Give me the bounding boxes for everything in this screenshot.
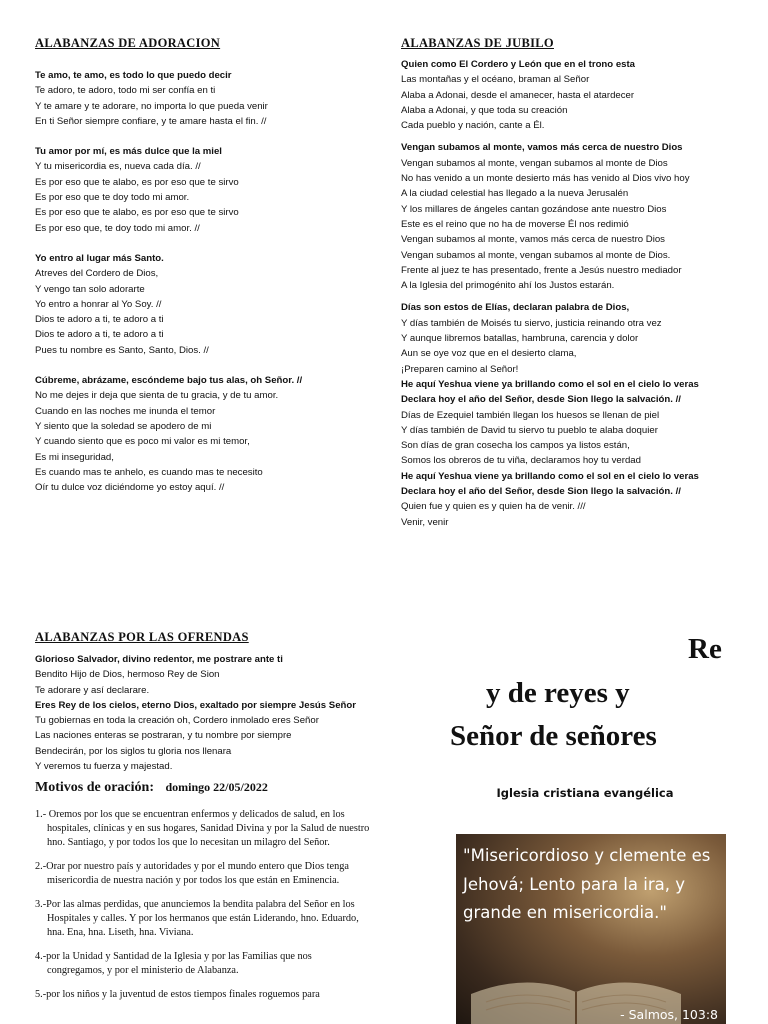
lyric-line: Y cuando siento que es poco mi valor es mi temor, — [35, 436, 250, 448]
lyric-line: Vengan subamos al monte, vengan subamos al monte de Dios. — [401, 249, 671, 261]
lyric-line: Y vengo tan solo adorarte — [35, 283, 145, 295]
lyric-line: Cúbreme, abrázame, escóndeme bajo tus alas, oh Señor. // — [35, 375, 303, 387]
lyric-line: Este es el reino que no ha de moverse Él nos redimió — [401, 218, 629, 230]
prayer-item: 4.-por la Unidad y Santidad de la Iglesia y por las Familias que nos congregamos, y por el ministerio de Alabanza. — [35, 951, 312, 976]
prayer-item: 2.-Orar por nuestro país y autoridades y por el mundo entero que Dios tenga misericordia de nuestra nación y por todos los que están en Eminencia. — [35, 861, 349, 886]
bible-quote: "Misericordioso y clemente es Jehová; Lento para la ira, y grande en misericordia." — [463, 846, 711, 922]
lyric-line: A la ciudad celestial has llegado a la nueva Jerusalén — [401, 188, 629, 200]
lyric-line: Tu amor por mí, es más dulce que la miel — [35, 146, 222, 158]
motivos-title-row — [35, 780, 370, 796]
lyric-line: Declara hoy el año del Señor, desde Sion llego la salvación. // — [401, 394, 681, 406]
lyric-line: Y días también de Moisés tu siervo, justicia reinando otra vez — [401, 317, 662, 329]
lyric-line: Dios te adoro a ti, te adoro a ti — [35, 314, 164, 326]
lyric-line: Y siento que la soledad se apodero de mi — [35, 420, 212, 432]
church-name: Iglesia cristiana evangélica — [496, 786, 674, 800]
lyric-line: Es por eso que te doy todo mi amor. — [35, 192, 190, 204]
motivos-title: Motivos de oración: — [35, 780, 154, 796]
cover-title-line-2: y de reyes y — [486, 677, 630, 709]
lyric-line: Es cuando mas te anhelo, es cuando mas te necesito — [35, 466, 263, 478]
lyric-line: Eres Rey de los cielos, eterno Dios, exaltado por siempre Jesús Señor — [35, 699, 356, 711]
lyric-line: Y veremos tu fuerza y majestad. — [35, 761, 173, 773]
prayer-item: 3.-Por las almas perdidas, que anunciemos la bendita palabra del Señor en los Hospitales y calles. Y por los hermanos que están Liderando, hno. Eduardo, hna. Ena, hna. Liseth, hna. Viviana. — [35, 899, 359, 938]
motivos-date: domingo 22/05/2022 — [165, 780, 268, 795]
lyric-line: Es por eso que te alabo, es por eso que te sirvo — [35, 207, 239, 219]
lyric-line: Vengan subamos al monte, vamos más cerca de nuestro Dios — [401, 142, 683, 154]
lyric-line: Es por eso que te alabo, es por eso que te sirvo — [35, 176, 239, 188]
lyric-line: He aquí Yeshua viene ya brillando como el sol en el cielo lo veras — [401, 470, 699, 482]
lyric-line: Quien fue y quien es y quien ha de venir. /// — [401, 501, 586, 513]
jubilo-section — [401, 36, 741, 530]
bible-quote-reference: - Salmos, 103:8 — [620, 1007, 718, 1022]
lyric-line: Y días también de David tu siervo tu pueblo te alaba doquier — [401, 424, 658, 436]
lyric-line: Y aunque libremos batallas, hambruna, carencia y dolor — [401, 333, 639, 345]
ofrendas-lyrics — [35, 652, 370, 774]
prayer-item: 5.-por los niños y la juventud de estos tiempos finales roguemos para — [35, 989, 320, 1001]
adoracion-songs — [35, 61, 380, 495]
lyric-line: Quien como El Cordero y León que en el trono esta — [401, 59, 636, 70]
lyric-line: Yo entro al lugar más Santo. — [35, 252, 164, 264]
lyric-line: Es mi inseguridad, — [35, 451, 114, 463]
lyric-line: Alaba a Adonai, desde el amanecer, hasta el atardecer — [401, 89, 635, 101]
lyric-line: Días son estos de Elías, declaran palabra de Dios, — [401, 302, 630, 314]
lyric-line: Somos los obreros de tu viña, declaramos hoy tu verdad — [401, 455, 641, 467]
cover-title-line-1: Re — [688, 633, 722, 665]
lyric-line: Frente al juez te has presentado, frente a Jesús nuestro mediador — [401, 264, 682, 276]
jubilo-songs — [401, 57, 741, 530]
lyric-line: Te adoro, te adoro, todo mi ser confía en ti — [35, 85, 216, 97]
lyric-line: Y los millares de ángeles cantan gozándose ante nuestro Dios — [401, 203, 667, 215]
lyric-line: Aun se oye voz que en el desierto clama, — [401, 348, 577, 360]
lyric-line: Pues tu nombre es Santo, Santo, Dios. // — [35, 344, 209, 356]
motivos-section — [35, 780, 370, 1002]
lyric-line: Es por eso que, te doy todo mi amor. // — [35, 222, 200, 234]
lyric-line: Oír tu dulce voz diciéndome yo estoy aquí. // — [35, 482, 225, 494]
adoracion-heading: ALABANZAS DE ADORACION — [35, 36, 221, 50]
lyric-line: Cuando en las noches me inunda el temor — [35, 405, 216, 417]
lyric-line: Son días de gran cosecha los campos ya listos están, — [401, 440, 630, 452]
lyric-line: No has venido a un monte desierto más has venido al Dios vivo hoy — [401, 173, 690, 185]
lyric-line: ¡Preparen camino al Señor! — [401, 363, 519, 375]
jubilo-heading: ALABANZAS DE JUBILO — [401, 36, 554, 50]
ofrendas-section — [35, 630, 370, 1013]
bible-quote-image — [456, 834, 726, 1024]
lyric-line: Las montañas y el océano, braman al Señor — [401, 74, 590, 86]
lyric-line: Bendecirán, por los siglos tu gloria nos llenara — [35, 745, 232, 757]
lyric-line: Y te amare y te adorare, no importa lo que pueda venir — [35, 100, 268, 112]
lyric-line: Dios te adoro a ti, te adoro a ti — [35, 329, 164, 341]
cover-title-line-3: Señor de señores — [450, 720, 657, 752]
lyric-line: Bendito Hijo de Dios, hermoso Rey de Sion — [35, 669, 220, 681]
lyric-line: Y tu misericordia es, nueva cada día. // — [35, 161, 201, 173]
lyric-line: Tu gobiernas en toda la creación oh, Cordero inmolado eres Señor — [35, 715, 319, 727]
lyric-line: Atreves del Cordero de Dios, — [35, 268, 159, 280]
lyric-line: Declara hoy el año del Señor, desde Sion llego la salvación. // — [401, 486, 681, 498]
lyric-line: Las naciones enteras se postraran, y tu nombre por siempre — [35, 730, 292, 742]
lyric-line: Te amo, te amo, es todo lo que puedo decir — [35, 70, 232, 81]
lyric-line: Glorioso Salvador, divino redentor, me postrare ante ti — [35, 654, 283, 665]
lyric-line: No me dejes ir deja que sienta de tu gracia, y de tu amor. — [35, 390, 279, 402]
ofrendas-heading: ALABANZAS POR LAS OFRENDAS — [35, 630, 249, 644]
lyric-line: A la Iglesia del primogénito ahí los Justos estarán. — [401, 280, 615, 292]
lyric-line: Te adorare y así declarare. — [35, 684, 150, 696]
lyric-line: Vengan subamos al monte, vamos más cerca de nuestro Dios — [401, 234, 665, 246]
lyric-line: He aquí Yeshua viene ya brillando como el sol en el cielo lo veras — [401, 378, 699, 390]
lyric-line: Alaba a Adonai, y que toda su creación — [401, 104, 568, 116]
adoracion-section — [35, 36, 380, 495]
lyric-line: Yo entro a honrar al Yo Soy. // — [35, 298, 162, 310]
lyric-line: Vengan subamos al monte, vengan subamos al monte de Dios — [401, 157, 668, 169]
lyric-line: Cada pueblo y nación, cante a Él. — [401, 120, 545, 132]
prayer-item: 1.- Oremos por los que se encuentran enfermos y delicados de salud, en los hospitales, clínicas y en sus hogares, Sanidad Divina y por la Salud de nuestro hno. Santiago, y por todos los que lo necesitan un milagro del Señor. — [35, 809, 370, 848]
lyric-line: En ti Señor siempre confiare, y te amare hasta el fin. // — [35, 115, 267, 127]
lyric-line: Días de Ezequiel también llegan los huesos se llenan de piel — [401, 409, 660, 421]
lyric-line: Venir, venir — [401, 516, 449, 528]
